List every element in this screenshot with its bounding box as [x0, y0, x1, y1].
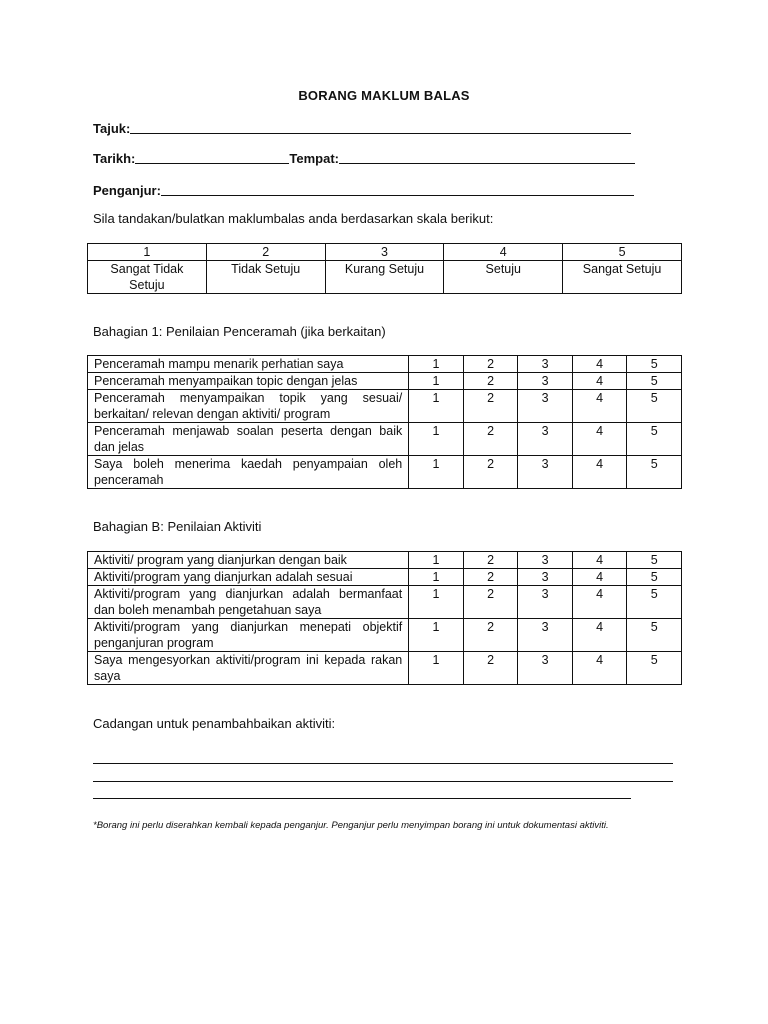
tarikh-line[interactable] — [135, 150, 289, 164]
scale-number-row — [88, 244, 682, 261]
rating-option-2[interactable]: 2 — [463, 552, 518, 569]
instruction-text: Sila tandakan/bulatkan maklumbalas anda berdasarkan skala berikut: — [93, 211, 494, 226]
rating-option-2[interactable]: 2 — [463, 356, 518, 373]
statement: Penceramah mampu menarik perhatian saya — [88, 356, 409, 373]
rating-option-5[interactable]: 5 — [627, 423, 682, 456]
rating-option-1[interactable]: 1 — [409, 569, 464, 586]
statement: Aktiviti/program yang dianjurkan adalah sesuai — [88, 569, 409, 586]
rating-option-3[interactable]: 3 — [518, 652, 573, 685]
penganjur-label: Penganjur: — [93, 183, 161, 198]
statement: Penceramah menjawab soalan peserta dengan baik dan jelas — [88, 423, 409, 456]
table-row — [88, 356, 682, 373]
rating-option-5[interactable]: 5 — [627, 356, 682, 373]
statement: Aktiviti/program yang dianjurkan menepati objektif penganjuran program — [88, 619, 409, 652]
scale-number: 4 — [444, 244, 563, 261]
rating-option-1[interactable]: 1 — [409, 619, 464, 652]
scale-number: 5 — [563, 244, 682, 261]
rating-option-2[interactable]: 2 — [463, 586, 518, 619]
rating-option-5[interactable]: 5 — [627, 619, 682, 652]
statement: Aktiviti/program yang dianjurkan adalah bermanfaat dan boleh menambah pengetahuan saya — [88, 586, 409, 619]
rating-option-3[interactable]: 3 — [518, 456, 573, 489]
rating-option-4[interactable]: 4 — [572, 356, 627, 373]
rating-option-3[interactable]: 3 — [518, 423, 573, 456]
section-1-heading: Bahagian 1: Penilaian Penceramah (jika berkaitan) — [93, 324, 386, 339]
rating-option-1[interactable]: 1 — [409, 423, 464, 456]
rating-option-5[interactable]: 5 — [627, 569, 682, 586]
rating-option-4[interactable]: 4 — [572, 619, 627, 652]
rating-option-5[interactable]: 5 — [627, 373, 682, 390]
statement: Penceramah menyampaikan topic dengan jelas — [88, 373, 409, 390]
form-title: BORANG MAKLUM BALAS — [298, 88, 470, 103]
rating-option-2[interactable]: 2 — [463, 390, 518, 423]
table-row — [88, 456, 682, 489]
statement: Penceramah menyampaikan topik yang sesuai/ berkaitan/ relevan dengan aktiviti/ program — [88, 390, 409, 423]
table-row — [88, 569, 682, 586]
scale-label: Sangat Tidak Setuju — [88, 261, 207, 294]
rating-option-5[interactable]: 5 — [627, 456, 682, 489]
tempat-line[interactable] — [339, 150, 635, 164]
scale-number: 1 — [88, 244, 207, 261]
rating-option-4[interactable]: 4 — [572, 552, 627, 569]
rating-option-1[interactable]: 1 — [409, 586, 464, 619]
tajuk-label: Tajuk: — [93, 121, 131, 136]
suggestion-line[interactable] — [93, 781, 673, 782]
statement: Aktiviti/ program yang dianjurkan dengan baik — [88, 552, 409, 569]
tajuk-field[interactable] — [93, 118, 631, 136]
rating-option-4[interactable]: 4 — [572, 373, 627, 390]
section-1-table — [87, 355, 682, 489]
scale-label: Setuju — [444, 261, 563, 294]
scale-label: Kurang Setuju — [325, 261, 444, 294]
rating-option-5[interactable]: 5 — [627, 390, 682, 423]
penganjur-field[interactable] — [93, 180, 634, 198]
rating-option-3[interactable]: 3 — [518, 390, 573, 423]
table-row — [88, 586, 682, 619]
rating-option-1[interactable]: 1 — [409, 552, 464, 569]
tempat-label: Tempat: — [289, 151, 339, 166]
rating-option-3[interactable]: 3 — [518, 586, 573, 619]
rating-option-1[interactable]: 1 — [409, 456, 464, 489]
suggestion-line[interactable] — [93, 798, 631, 799]
rating-option-1[interactable]: 1 — [409, 373, 464, 390]
scale-number: 3 — [325, 244, 444, 261]
scale-label-row — [88, 261, 682, 294]
rating-option-5[interactable]: 5 — [627, 552, 682, 569]
rating-option-5[interactable]: 5 — [627, 586, 682, 619]
footnote — [93, 818, 674, 834]
scale-label: Tidak Setuju — [206, 261, 325, 294]
penganjur-line[interactable] — [161, 182, 634, 196]
rating-option-5[interactable]: 5 — [627, 652, 682, 685]
rating-option-2[interactable]: 2 — [463, 423, 518, 456]
rating-option-3[interactable]: 3 — [518, 552, 573, 569]
statement: Saya mengesyorkan aktiviti/program ini kepada rakan saya — [88, 652, 409, 685]
rating-option-4[interactable]: 4 — [572, 390, 627, 423]
tajuk-line[interactable] — [130, 120, 631, 134]
table-row — [88, 619, 682, 652]
rating-option-1[interactable]: 1 — [409, 652, 464, 685]
statement: Saya boleh menerima kaedah penyampaian oleh penceramah — [88, 456, 409, 489]
footnote-asterisk: * — [93, 820, 97, 831]
rating-option-4[interactable]: 4 — [572, 569, 627, 586]
table-row — [88, 423, 682, 456]
rating-option-2[interactable]: 2 — [463, 456, 518, 489]
suggestion-line[interactable] — [93, 763, 673, 764]
table-row — [88, 652, 682, 685]
rating-option-2[interactable]: 2 — [463, 373, 518, 390]
rating-option-3[interactable]: 3 — [518, 619, 573, 652]
rating-option-3[interactable]: 3 — [518, 356, 573, 373]
rating-option-4[interactable]: 4 — [572, 586, 627, 619]
rating-option-1[interactable]: 1 — [409, 390, 464, 423]
scale-number: 2 — [206, 244, 325, 261]
rating-option-4[interactable]: 4 — [572, 423, 627, 456]
section-2-heading: Bahagian B: Penilaian Aktiviti — [93, 519, 262, 534]
rating-option-2[interactable]: 2 — [463, 569, 518, 586]
rating-option-2[interactable]: 2 — [463, 619, 518, 652]
table-row — [88, 390, 682, 423]
footnote-text: Borang ini perlu diserahkan kembali kepada penganjur. Penganjur perlu menyimpan borang ini untuk dokumentasi aktiviti. — [96, 820, 609, 831]
suggestion-label: Cadangan untuk penambahbaikan aktiviti: — [93, 716, 336, 731]
rating-option-3[interactable]: 3 — [518, 373, 573, 390]
rating-option-3[interactable]: 3 — [518, 569, 573, 586]
rating-option-2[interactable]: 2 — [463, 652, 518, 685]
table-row — [88, 552, 682, 569]
rating-option-4[interactable]: 4 — [572, 652, 627, 685]
scale-table — [87, 243, 682, 294]
rating-option-4[interactable]: 4 — [572, 456, 627, 489]
tarikh-label: Tarikh: — [93, 151, 136, 166]
section-2-table — [87, 551, 682, 685]
rating-option-1[interactable]: 1 — [409, 356, 464, 373]
tarikh-tempat-field — [93, 148, 635, 166]
table-row — [88, 373, 682, 390]
scale-label: Sangat Setuju — [563, 261, 682, 294]
